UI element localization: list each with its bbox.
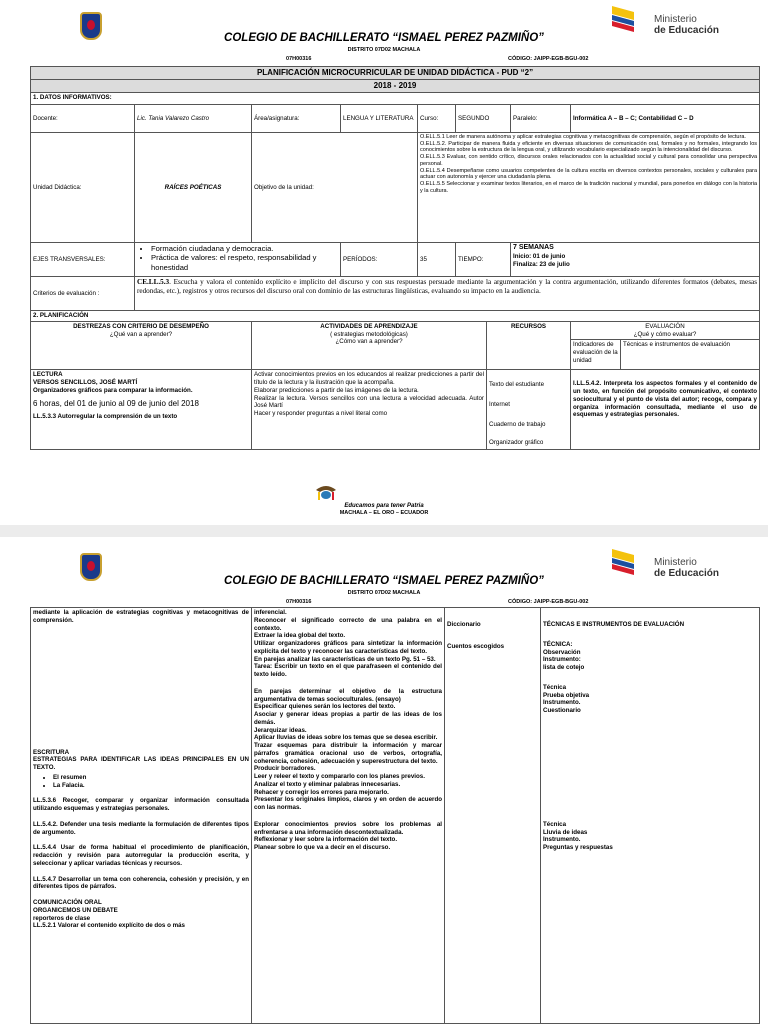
periodos-value: 35: [418, 243, 456, 277]
objetivos-list: [418, 133, 760, 243]
unidad-value: RAÍCES POÉTICAS: [135, 133, 252, 243]
docente-value: Lic. Tania Valarezo Castro: [135, 105, 252, 133]
amie-code: 07H00316: [286, 599, 312, 605]
area-value: LENGUA Y LITERATURA: [341, 105, 418, 133]
plan-table-continued: [30, 607, 760, 1024]
district: DISTRITO 07D02 MACHALA: [347, 590, 421, 596]
unidad-label: Unidad Didáctica:: [31, 133, 135, 243]
plan-title: PLANIFICACIÓN MICROCURRICULAR DE UNIDAD DIDÁCTICA - PUD “2”: [31, 67, 760, 80]
criterios-label: Criterios de evaluación :: [31, 277, 135, 311]
objetivo-2: O.ELL.5.2. Participar de manera fluida y eficiente en diversas situaciones de comunicación oral, formales y no formales, integrando los conocimientos sobre la estructura de la lengua oral, y utilizando vocabulario especializado según la intencionalidad del discurso.: [420, 140, 758, 154]
criterio-text: CE.LL.5.3. Escucha y valora el contenido explícito e implícito del discurso y con sus respuestas persuade mediante la argumentación y la contra argumentación, utilizando diferentes formatos (debates, mesas redondas, etc.), registros y otros recursos del discurso oral con dominio de las estructuras lingüísticas, evaluando su impacto en la audiencia.: [135, 277, 760, 311]
tiempo-value: 7 SEMANAS Inicio: 01 de junio Finaliza: 23 de julio: [511, 243, 760, 277]
actividades-header: ACTIVIDADES DE APRENDIZAJE ( estrategias metodológicas) ¿Cómo van a aprender?: [252, 321, 487, 370]
section-1: 1. DATOS INFORMATIVOS:: [31, 93, 760, 105]
footer-motto: Educamos para tener Patria: [344, 503, 424, 509]
eje-2: • Práctica de valores: el respeto, responsabilidad y honestidad: [151, 253, 338, 272]
document-code: CÓDIGO: JAIPP-EGB-BGU-002: [508, 56, 589, 62]
section-2: 2. PLANIFICACIÓN: [31, 311, 760, 322]
page-separator: [0, 525, 768, 537]
page-2: [0, 537, 768, 1024]
p2-tecnicas-cell: TÉCNICAS E INSTRUMENTOS DE EVALUACIÓN TÉCNICA: Observación Instrumento: lista de cotejo Técnica Prueba objetiva Instrumento. Cuestionario Técnica Lluvia de ideas Instrumento. Preguntas y respuestas: [541, 608, 760, 1024]
evaluacion-header: EVALUACIÓN ¿Qué y cómo evaluar?: [571, 321, 760, 340]
footer-place: MACHALA – EL ORO – ECUADOR: [339, 510, 429, 516]
destrezas-header: DESTREZAS CON CRITERIO DE DESEMPEÑO ¿Qué van a aprender?: [31, 321, 252, 370]
p1-indicador-cell: I.LL.5.4.2. Interpreta los aspectos formales y el contenido de un texto, en función del propósito comunicativo, el contexto sociocultural y el punto de vista del autor; recoge, compara y organiza información consultada, mediante el uso de esquemas y estrategias personales.: [571, 370, 760, 450]
recursos-header: RECURSOS: [487, 321, 571, 370]
tecnicas-header: Técnicas e instrumentos de evaluación: [621, 340, 760, 370]
p1-recursos-cell: Texto del estudiante Internet Cuaderno de trabajo Organizador gráfico: [487, 370, 571, 450]
ejes-label: EJES TRANSVERSALES:: [31, 243, 135, 277]
objetivo-3: O.ELL.5.3 Evaluar, con sentido crítico, discursos orales relacionados con la actualidad social y cultural para consolidar una perspectiva personal.: [420, 154, 758, 167]
plan-year: 2018 - 2019: [31, 80, 760, 93]
strategy-bullets: • El resumen • La Falacia.: [33, 774, 249, 790]
objetivo-5: O.ELL.5.5 Seleccionar y examinar textos literarios, en el marco de la tradición nacional y mundial, para ponerlos en diálogo con la historia y la cultura.: [420, 180, 758, 194]
objetivo-4: O.ELL.5.4 Desempeñarse como usuarios competentes de la cultura escrita en diversos contextos personales, sociales y culturales para actuar con autonomía y ejercer una ciudadanía plena.: [420, 167, 758, 181]
tiempo-label: TIEMPO:: [456, 243, 511, 277]
objetivo-1: O.ELL.5.1 Leer de manera autónoma y aplicar estrategias cognitivas y metacognitivas de comprensión, según el propósito de lectura.: [420, 134, 746, 140]
paralelo-value: Informática A – B – C; Contabilidad C – D: [571, 105, 760, 133]
p2-actividades-cell: inferencial. Reconocer el significado correcto de una palabra en el contexto. Extraer la idea global del texto. Utilizar organizadores gráficos para sintetizar la información explícita del texto y reconocer las características del texto. En parejas analizar las características de un texto Pg. 51 – 53. Tarea: Escribir un texto en el que parafraseen el contenido del texto leído. En parejas determinar el objetivo de la estructura argumentativa de temas socioculturales. (ensayo) Especificar quienes serán los lectores del texto. Asociar y generar ideas propias a partir de las ideas de los demás. Jerarquizar ideas. Aplicar lluvias de ideas sobre los temas que se desea escribir. Trazar esquemas para distribuir la información y marcar párrafos gramática oracional uso de verbos, ortografía, coherencia, cohesión, adecuación y superestructura del texto. Producir borradores. Leer y releer el texto y compararlo con los planes previos. Analizar el texto y eliminar palabras innecesarias. Rehacer y corregir los errores para mejorarlo. Presentar los originales limpios, claros y en orden de acuerdo con las normas. Explorar conocimientos previos sobre los problemas al enfrentarse a una información descontextualizada. Reflexionar y leer sobre la información del texto. Planear sobre lo que va a decir en el discurso.: [252, 608, 445, 1024]
ecuador-seal-icon: [314, 484, 338, 500]
curso-value: SEGUNDO: [456, 105, 511, 133]
plan-table: [30, 66, 760, 450]
p2-recursos-cell: Diccionario Cuentos escogidos: [445, 608, 541, 1024]
district: DISTRITO 07D02 MACHALA: [347, 47, 421, 53]
eje-1: • Formación ciudadana y democracia.: [151, 244, 338, 253]
ministry-logo-icon: [612, 549, 650, 575]
p1-destrezas-cell: LECTURA VERSOS SENCILLOS, JOSÉ MARTÍ Organizadores gráficos para comparar la información. 6 horas, del 01 de junio al 09 de junio del 2018 LL.5.3.3 Autorregular la comprensión de un texto: [31, 370, 252, 450]
docente-label: Docente:: [31, 105, 135, 133]
school-title: COLEGIO DE BACHILLERATO “ISMAEL PEREZ PAZMIÑO”: [224, 575, 544, 587]
ministry-name: Ministerio de Educación: [654, 14, 720, 36]
school-title: COLEGIO DE BACHILLERATO “ISMAEL PEREZ PAZMIÑO”: [224, 32, 544, 44]
ejes-list: [135, 243, 341, 277]
paralelo-label: Paralelo:: [511, 105, 571, 133]
area-label: Área/asignatura:: [252, 105, 341, 133]
ministry-logo-icon: [612, 6, 650, 32]
p1-actividades-cell: Activar conocimientos previos en los educandos al realizar predicciones a partir del título de la lectura y la ilustración que la acompaña. Elaborar predicciones a partir de las imágenes de la lectura. Realizar la lectura. Versos sencillos con una lectura a velocidad adecuada. Autor José Martí Hacer y responder preguntas a nivel literal como: [252, 370, 487, 450]
amie-code: 07H00316: [286, 56, 312, 62]
p2-destrezas-cell: mediante la aplicación de estrategias cognitivas y metacognitivas de comprensión. ESCRITURA ESTRATEGIAS PARA IDENTIFICAR LAS IDEAS PRINCIPALES EN UN TEXTO. • El resumen • La Falacia. LL.5.3.6 Recoger, comparar y organizar información consultada utilizando esquemas y estrategias personales. LL.5.4.2. Defender una tesis mediante la formulación de diferentes tipos de argumento. LL.5.4.4 Usar de forma habitual el procedimiento de planificación, redacción y revisión para autorregular la producción escrita, y seleccionar y aplicar variadas técnicas y recursos. LL.5.4.7 Desarrollar un tema con coherencia, cohesión y precisión, y en diferentes tipos de párrafos. COMUNICACIÓN ORAL ORGANICEMOS UN DEBATE reporteros de clase LL.5.2.1 Valorar el contenido explícito de dos o más: [31, 608, 252, 1024]
document-code: CÓDIGO: JAIPP-EGB-BGU-002: [508, 599, 589, 605]
objetivo-label: Objetivo de la unidad:: [252, 133, 418, 243]
curso-label: Curso:: [418, 105, 456, 133]
indicadores-header: Indicadores de evaluación de la unidad: [571, 340, 621, 370]
periodos-label: PERÍODOS:: [341, 243, 418, 277]
ministry-name: Ministerio de Educación: [654, 557, 720, 579]
